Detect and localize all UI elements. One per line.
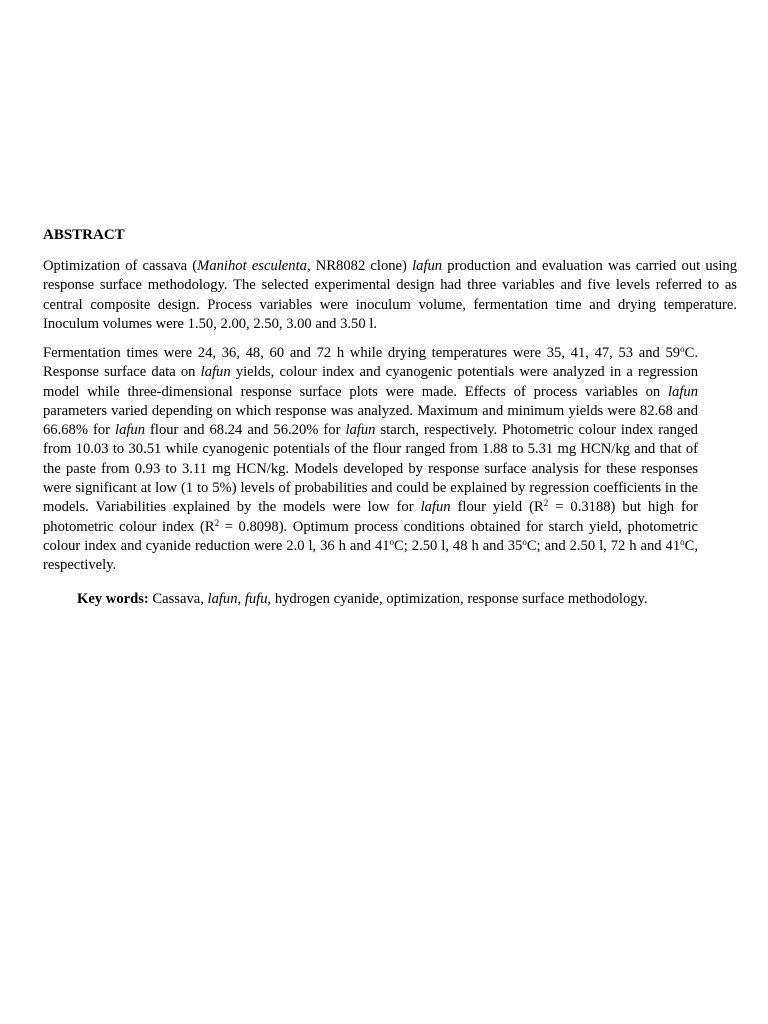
species-name: Manihot esculenta xyxy=(197,258,307,274)
abstract-heading: ABSTRACT xyxy=(43,227,125,243)
keywords-line: Key words: Cassava, lafun, fufu, hydrogen cyanide, optimization, response surface methodology. xyxy=(77,591,648,607)
abstract-paragraph-2: Fermentation times were 24, 36, 48, 60 and 72 h while drying temperatures were 35, 41, 47, 53 and 59$^o$C. Response surface data on lafun yields, colour index and cyanogenic potentials were analyzed in a regression model while three-dimensional response surface plots were made. Effects of process variables on lafun parameters varied depending on which response was analyzed. Maximum and minimum yields were 82.68 and 66.68% for lafun flour and 68.24 and 56.20% for lafun starch, respectively. Photometric colour index ranged from 10.03 to 30.51 while cyanogenic potentials of the flour ranged from 1.88 to 5.31 mg HCN/kg and that of the paste from 0.93 to 3.11 mg HCN/kg. Models developed by response surface analysis for these responses were significant at low (1 to 5%) levels of probabilities and could be explained by regression coefficients in the models. Variabilities explained by the models were low for lafun flour yield $(R^2 = 0.3188)$ but high for photometric colour index $(R^2 = 0.8098)$. Optimum process conditions obtained for starch yield, photometric colour index and cyanide reduction were 2.0 l, 36 h and 41$^o$C; 2.50 l, 48 h and 35$^o$C; and 2.50 l, 72 h and 41$^o$C, respectively. xyxy=(43,344,699,574)
abstract-paragraph-1: Optimization of cassava (Manihot esculenta, NR8082 clone) lafun production and evaluation was carried out using response surface methodology. The selected experimental design had three variables and five levels referred to as central composite design. Process variables were inoculum volume, fermentation time and drying temperature. Inoculum volumes were 1.50, 2.00, 2.50, 3.00 and 3.50 l. xyxy=(43,258,737,332)
keywords-label: Key words: xyxy=(77,591,149,607)
